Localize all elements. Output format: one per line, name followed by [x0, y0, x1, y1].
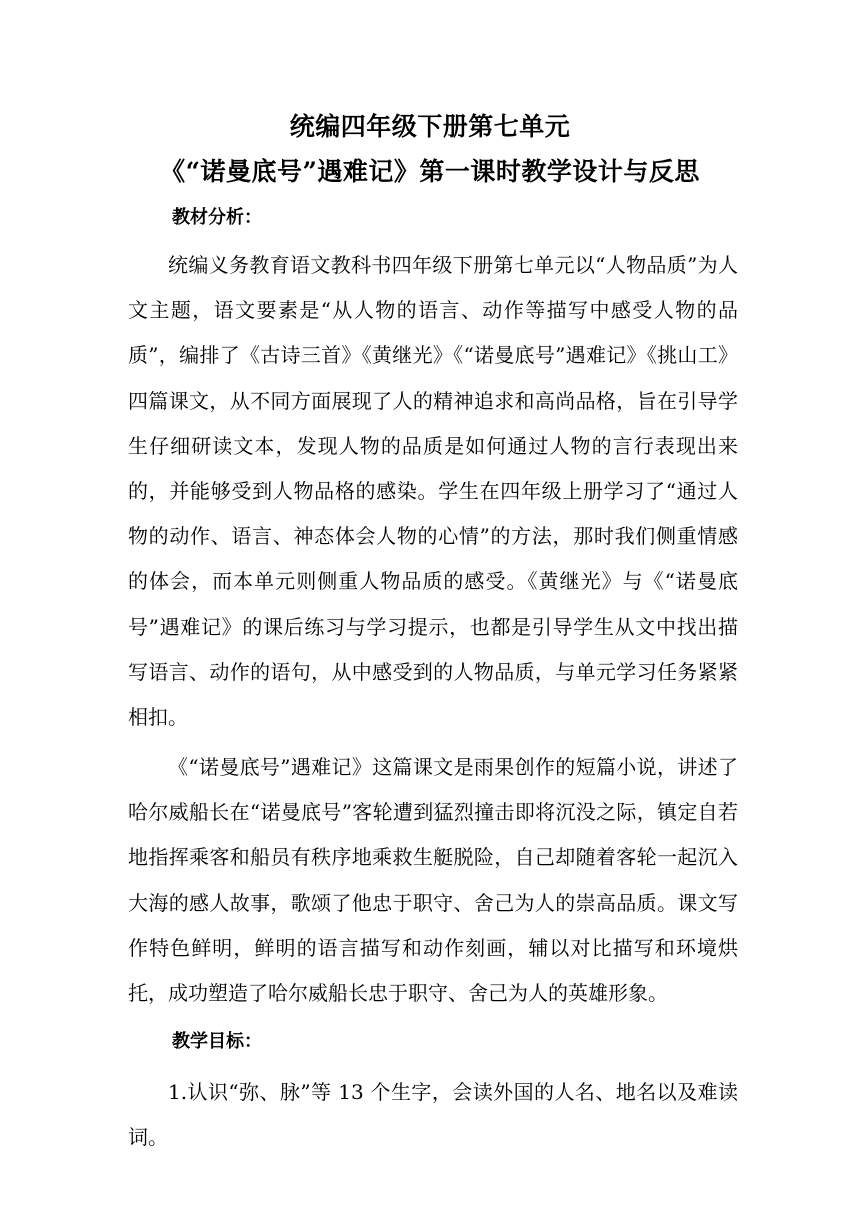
- section-heading-analysis: 教材分析：: [172, 207, 262, 228]
- document-title-line-2: 《“诺曼底号”遇难记》第一课时教学设计与反思: [160, 157, 700, 186]
- document-title-line-1: 统编四年级下册第七单元: [289, 112, 571, 141]
- goal-item-1: 1.认识“弥、脉”等 13 个生字，会读外国的人名、地名以及难读词。: [128, 1080, 738, 1150]
- analysis-paragraph-1: 统编义务教育语文教科书四年级下册第七单元以“人物品质”为人文主题，语文要素是“从人物的语言、动作等描写中感受人物的品质”，编排了《古诗三首》《黄继光》《“诺曼底号”遇难记》《挑山工》四篇课文，从不同方面展现了人的精神追求和高尚品格，旨在引导学生仔细研读文本，发现人物的品质是如何通过人物的言行表现出来的，并能够受到人物品格的感染。学生在四年级上册学习了“通过人物的动作、语言、神态体会人物的心情”的方法，那时我们侧重情感的体会，而本单元则侧重人物品质的感受。《黄继光》与《“诺曼底号”遇难记》的课后练习与学习提示，也都是引导学生从文中找出描写语言、动作的语句，从中感受到的人物品质，与单元学习任务紧紧相扣。: [128, 253, 738, 730]
- analysis-paragraph-2: 《“诺曼底号”遇难记》这篇课文是雨果创作的短篇小说，讲述了哈尔威船长在“诺曼底号”客轮遭到猛烈撞击即将沉没之际，镇定自若地指挥乘客和船员有秩序地乘救生艇脱险，自己却随着客轮一起沉入大海的感人故事，歌颂了他忠于职守、舍己为人的崇高品质。课文写作特色鲜明，鲜明的语言描写和动作刻画，辅以对比描写和环境烘托，成功塑造了哈尔威船长忠于职守、舍己为人的英雄形象。: [128, 755, 738, 1006]
- section-heading-goals: 教学目标：: [172, 1031, 262, 1052]
